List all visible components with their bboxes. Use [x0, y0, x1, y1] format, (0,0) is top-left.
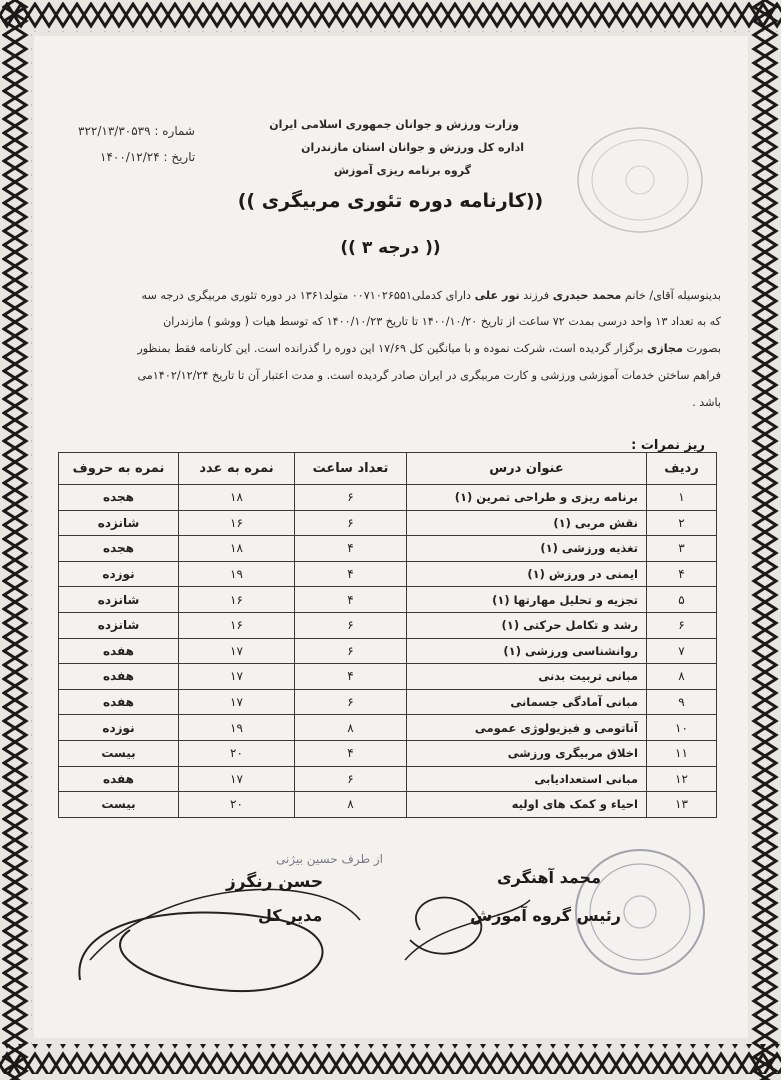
course-title: تغذیه ورزشی (۱) — [407, 536, 647, 562]
grade-number: ۱۶ — [179, 587, 295, 613]
grade-words: هفده — [59, 766, 179, 792]
grade-number: ۱۷ — [179, 664, 295, 690]
course-title: اخلاق مربیگری ورزشی — [407, 740, 647, 766]
body-line-3 — [137, 342, 721, 355]
grade-number: ۱۹ — [179, 561, 295, 587]
grade-words: بیست — [59, 740, 179, 766]
number-label: شماره : — [154, 124, 195, 138]
row-number: ۶ — [647, 612, 717, 638]
course-hours: ۶ — [295, 485, 407, 511]
course-title: احیاء و کمک های اولیه — [407, 792, 647, 818]
signer-on-behalf-note: از طرف حسین بیژنی — [276, 852, 383, 866]
trainee-name: محمد حیدری — [552, 289, 622, 302]
body-father-label: فرزند — [523, 289, 550, 302]
col-header-hours: تعداد ساعت — [295, 453, 407, 485]
grade-number: ۱۶ — [179, 510, 295, 536]
grade-words: هجده — [59, 536, 179, 562]
father-name: نور علی — [474, 289, 520, 302]
body-line-1 — [142, 289, 722, 302]
row-number: ۳ — [647, 536, 717, 562]
signer-left-name: حسن رنگرز — [226, 872, 324, 892]
grade-number: ۲۰ — [179, 740, 295, 766]
grade-number: ۱۷ — [179, 689, 295, 715]
row-number: ۵ — [647, 587, 717, 613]
grade-words: هفده — [59, 664, 179, 690]
course-hours: ۶ — [295, 612, 407, 638]
table-row — [59, 689, 717, 715]
course-title: مبانی استعدادیابی — [407, 766, 647, 792]
table-row — [59, 792, 717, 818]
row-number: ۷ — [647, 638, 717, 664]
course-hours: ۴ — [295, 740, 407, 766]
table-row — [59, 766, 717, 792]
table-row — [59, 638, 717, 664]
course-hours: ۶ — [295, 689, 407, 715]
grade-words: هفده — [59, 638, 179, 664]
table-row — [59, 485, 717, 511]
grade-words: شانزده — [59, 612, 179, 638]
col-header-grade-number: نمره به عدد — [179, 453, 295, 485]
course-hours: ۸ — [295, 715, 407, 741]
grade-words: شانزده — [59, 510, 179, 536]
course-title: مبانی تربیت بدنی — [407, 664, 647, 690]
body-id-text: دارای کدملی۰۰۷۱۰۲۶۵۵۱ متولد۱۳۶۱ در دوره تئوری مربیگری درجه سه — [141, 289, 472, 302]
table-row — [59, 561, 717, 587]
course-title: برنامه ریزی و طراحی تمرین (۱) — [407, 485, 647, 511]
course-hours: ۶ — [295, 638, 407, 664]
degree-subtitle: (( درجه ۳ )) — [340, 238, 441, 258]
row-number: ۱۰ — [647, 715, 717, 741]
grades-table — [58, 452, 717, 818]
course-title: ایمنی در ورزش (۱) — [407, 561, 647, 587]
course-hours: ۸ — [295, 792, 407, 818]
page-title: ((کارنامه دوره تئوری مربیگری )) — [237, 190, 544, 212]
course-title: رشد و تکامل حرکتی (۱) — [407, 612, 647, 638]
col-header-course-title: عنوان درس — [407, 453, 647, 485]
date-value: ۱۴۰۰/۱۲/۲۴ — [100, 150, 160, 164]
grades-label: ریز نمرات : — [631, 438, 705, 453]
course-hours: ۶ — [295, 766, 407, 792]
row-number: ۸ — [647, 664, 717, 690]
course-hours: ۴ — [295, 561, 407, 587]
body-average-text: برگزار گردیده است، شرکت نموده و با میانگین کل ۱۷/۶۹ این دوره را گذرانده است. این کارنامه فقط بمنظور — [137, 342, 644, 355]
row-number: ۱۲ — [647, 766, 717, 792]
document-number — [78, 124, 195, 138]
office-name: اداره کل ورزش و جوانان استان مازندران — [301, 141, 524, 154]
body-line-4: فراهم ساختن خدمات آموزشی ورزشی و کارت مربیگری در ایران صادر گردیده است. و مدت اعتبار آن تا تاریخ ۱۴۰۲/۱۲/۲۴می — [137, 369, 721, 382]
row-number: ۲ — [647, 510, 717, 536]
grade-words: نوزده — [59, 561, 179, 587]
course-hours: ۶ — [295, 510, 407, 536]
signer-right-title: رئیس گروه آموزش — [470, 906, 621, 925]
col-header-grade-words: نمره به حروف — [59, 453, 179, 485]
course-hours: ۴ — [295, 664, 407, 690]
table-row — [59, 612, 717, 638]
course-hours: ۴ — [295, 536, 407, 562]
grade-words: هفده — [59, 689, 179, 715]
body-intro: بدینوسیله آقای/ خانم — [624, 289, 721, 302]
course-title: نقش مربی (۱) — [407, 510, 647, 536]
body-mode-label: بصورت — [686, 342, 721, 355]
date-label: تاریخ : — [163, 150, 196, 164]
course-title: آناتومی و فیزیولوژی عمومی — [407, 715, 647, 741]
table-row — [59, 536, 717, 562]
course-hours: ۴ — [295, 587, 407, 613]
row-number: ۴ — [647, 561, 717, 587]
body-line-2: که به تعداد ۱۳ واحد درسی بمدت ۷۲ ساعت از تاریخ ۱۴۰۰/۱۰/۲۰ تا تاریخ ۱۴۰۰/۱۰/۲۳ که توسط هیات ( ووشو ) مازندران — [163, 315, 721, 328]
ministry-name: وزارت ورزش و جوانان جمهوری اسلامی ایران — [269, 118, 519, 131]
row-number: ۱ — [647, 485, 717, 511]
table-row — [59, 664, 717, 690]
row-number: ۱۱ — [647, 740, 717, 766]
row-number: ۱۳ — [647, 792, 717, 818]
table-row — [59, 740, 717, 766]
course-mode: مجازی — [647, 342, 683, 355]
course-title: مبانی آمادگی جسمانی — [407, 689, 647, 715]
grade-number: ۱۸ — [179, 485, 295, 511]
department-group: گروه برنامه ریزی آموزش — [333, 164, 471, 177]
grade-words: نوزده — [59, 715, 179, 741]
grade-number: ۱۷ — [179, 766, 295, 792]
document-date — [100, 150, 195, 164]
grade-number: ۱۹ — [179, 715, 295, 741]
row-number: ۹ — [647, 689, 717, 715]
signer-left-title: مدیر کل — [258, 906, 323, 925]
number-value: ۳۲۲/۱۳/۳۰۵۳۹ — [78, 124, 151, 138]
grade-number: ۱۸ — [179, 536, 295, 562]
grade-words: بیست — [59, 792, 179, 818]
course-title: تجزیه و تحلیل مهارتها (۱) — [407, 587, 647, 613]
table-row — [59, 587, 717, 613]
grade-words: شانزده — [59, 587, 179, 613]
table-row — [59, 510, 717, 536]
grade-number: ۱۷ — [179, 638, 295, 664]
body-line-5: باشد . — [692, 396, 721, 409]
course-title: روانشناسی ورزشی (۱) — [407, 638, 647, 664]
grade-words: هجده — [59, 485, 179, 511]
table-header-row — [59, 453, 717, 485]
col-header-row-number: ردیف — [647, 453, 717, 485]
grade-number: ۱۶ — [179, 612, 295, 638]
table-row — [59, 715, 717, 741]
office-seal-stamp — [570, 122, 710, 242]
grade-number: ۲۰ — [179, 792, 295, 818]
signer-right-name: محمد آهنگری — [496, 868, 601, 887]
